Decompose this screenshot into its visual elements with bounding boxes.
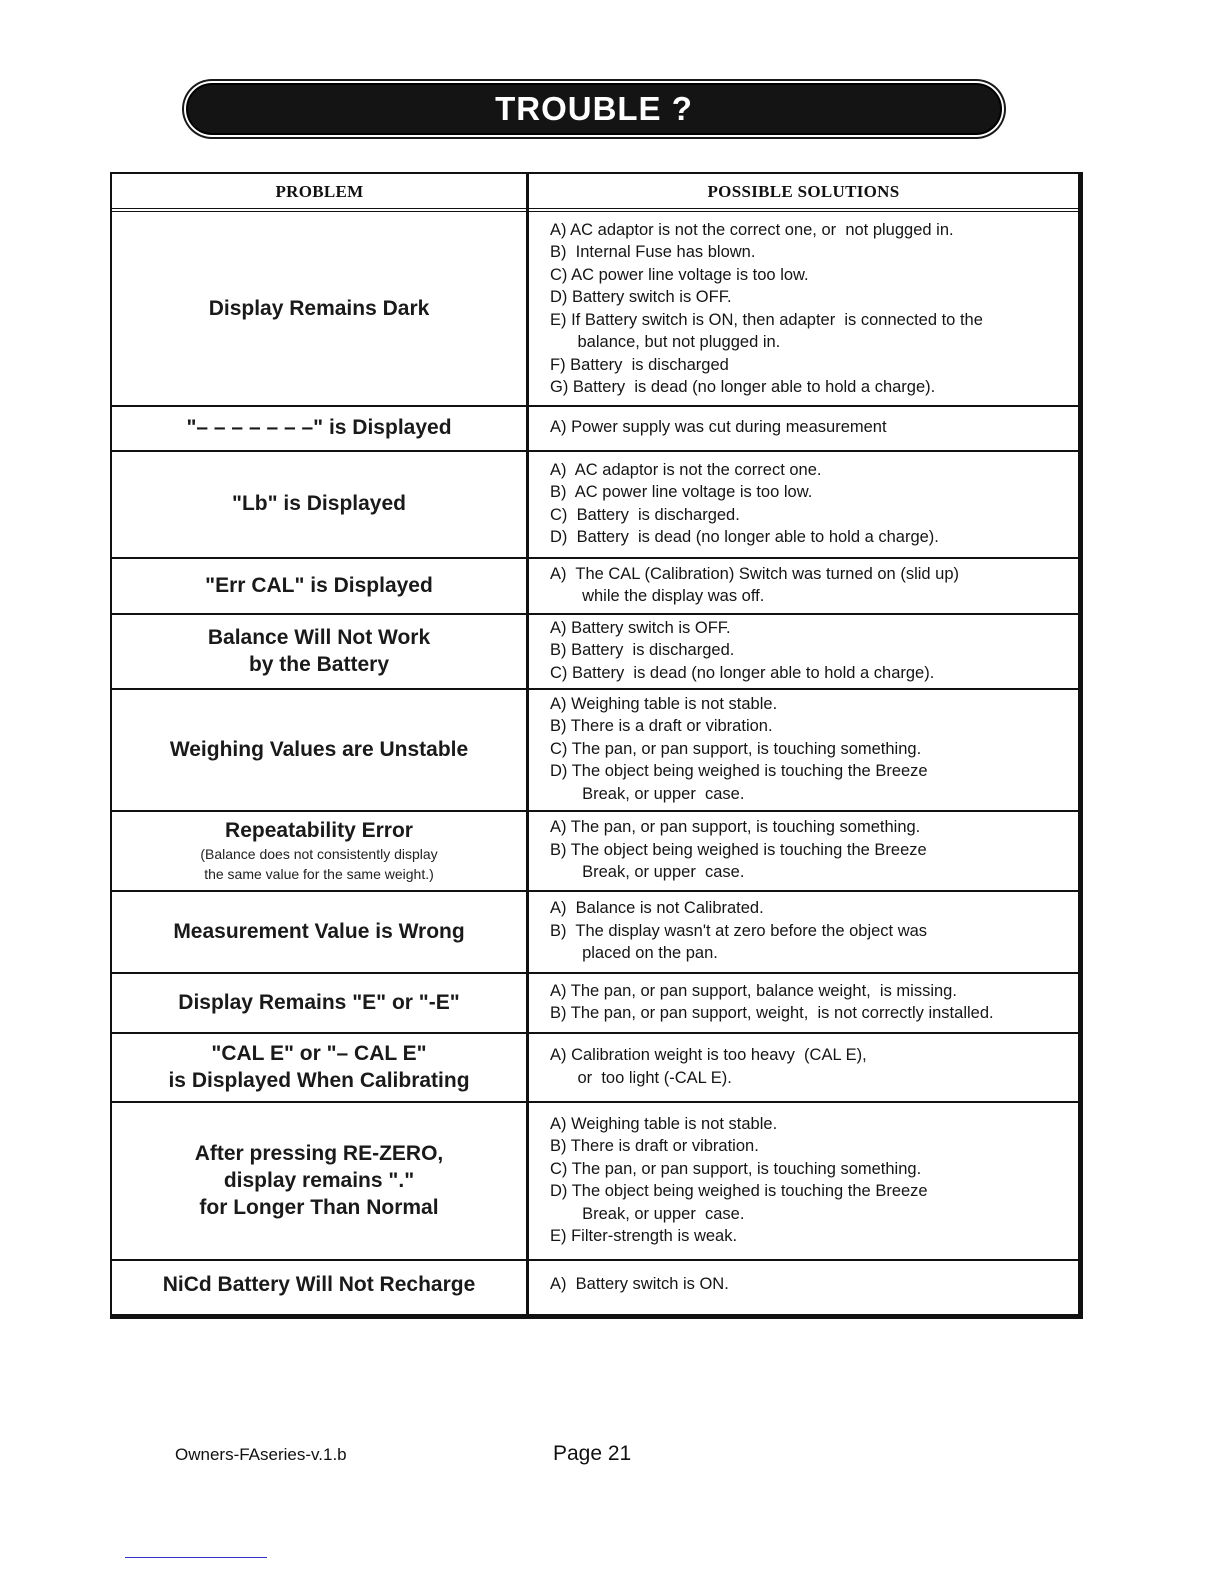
table-row <box>112 450 1078 559</box>
solution-line: C) AC power line voltage is too low. <box>550 265 809 284</box>
table-row <box>112 1259 1078 1309</box>
problem-cell <box>112 890 526 972</box>
solutions-cell <box>550 405 1072 450</box>
solution-line: A) AC adaptor is not the correct one, or not plugged in. <box>550 220 954 239</box>
problem-cell <box>112 1101 526 1259</box>
problem-text: "– – – – – – –" is Displayed <box>186 416 452 439</box>
solution-line: E) If Battery switch is ON, then adapter is connected to the <box>550 310 983 329</box>
table-row <box>112 890 1078 974</box>
table-row <box>112 810 1078 892</box>
solution-line: D) Battery is dead (no longer able to hold a charge). <box>550 528 939 546</box>
problem-cell <box>112 972 526 1032</box>
solution-line: A) Balance is not Calibrated. <box>550 899 764 918</box>
problem-cell <box>112 688 526 810</box>
bottom-rule <box>125 1557 267 1558</box>
solution-line: B) Internal Fuse has blown. <box>550 243 756 261</box>
problem-text: Weighing Values are Unstable <box>169 737 469 761</box>
trouble-banner <box>186 83 1002 135</box>
solution-line: Break, or upper case. <box>550 863 745 882</box>
problem-text: Repeatability Error <box>225 818 413 842</box>
problem-text: "CAL E" or "– CAL E" is Displayed When Calibrating <box>168 1041 470 1092</box>
solution-line: B) There is a draft or vibration. <box>550 717 773 736</box>
solution-line: A) AC adaptor is not the correct one. <box>550 460 822 479</box>
problem-cell <box>112 212 526 405</box>
solutions-cell <box>550 1259 1072 1309</box>
solution-line: Break, or upper case. <box>550 1204 745 1223</box>
problem-cell <box>112 450 526 557</box>
problem-text: NiCd Battery Will Not Recharge <box>162 1272 476 1296</box>
solutions-cell <box>550 810 1072 890</box>
solutions-cell <box>550 688 1072 810</box>
solution-line: B) The object being weighed is touching the Breeze <box>550 840 927 859</box>
solution-line: placed on the pan. <box>550 944 718 963</box>
table-row <box>112 972 1078 1034</box>
problem-text: Display Remains "E" or "-E" <box>178 990 460 1014</box>
solution-line: B) The display wasn't at zero before the object was <box>550 921 928 940</box>
solution-line: while the display was off. <box>550 587 765 605</box>
solution-line: A) The pan, or pan support, balance weight, is missing. <box>550 981 957 1000</box>
banner-title: TROUBLE ? <box>495 90 693 127</box>
solution-line: A) Battery switch is OFF. <box>550 618 731 637</box>
table-row <box>112 613 1078 690</box>
troubleshooting-table <box>110 172 1083 1319</box>
solution-line: E) Filter-strength is weak. <box>550 1227 738 1245</box>
solutions-cell <box>550 557 1072 613</box>
problem-note: (Balance does not consistently display the same value for the same weight.) <box>200 845 438 882</box>
solution-line: A) Calibration weight is too heavy (CAL E), <box>550 1046 867 1064</box>
solution-line: A) Weighing table is not stable. <box>550 694 778 713</box>
problem-cell <box>112 557 526 613</box>
solution-line: C) Battery is dead (no longer able to hold a charge). <box>550 663 935 682</box>
solution-line: C) The pan, or pan support, is touching something. <box>550 1159 922 1178</box>
solution-line: B) The pan, or pan support, weight, is not correctly installed. <box>550 1004 994 1022</box>
solution-line: D) Battery switch is OFF. <box>550 288 732 306</box>
header-problem: PROBLEM <box>112 174 527 212</box>
solution-line: G) Battery is dead (no longer able to hold a charge). <box>550 378 936 396</box>
problem-text: "Lb" is Displayed <box>232 492 406 515</box>
table-row <box>112 688 1078 812</box>
solution-line: C) The pan, or pan support, is touching something. <box>550 739 922 758</box>
table-row <box>112 557 1078 615</box>
solution-line: or too light (-CAL E). <box>550 1068 732 1087</box>
problem-cell <box>112 1032 526 1101</box>
problem-text: After pressing RE-ZERO, display remains "." for Longer Than Normal <box>194 1141 444 1219</box>
problem-text: Display Remains Dark <box>208 297 430 320</box>
table-row <box>112 1032 1078 1103</box>
solutions-cell <box>550 972 1072 1032</box>
solution-line: Break, or upper case. <box>550 784 745 803</box>
solution-line: balance, but not plugged in. <box>550 333 781 351</box>
problem-cell <box>112 405 526 450</box>
header-solutions: POSSIBLE SOLUTIONS <box>529 174 1078 212</box>
solution-line: A) Battery switch is ON. <box>550 1274 729 1293</box>
table-row <box>112 212 1078 407</box>
table-row <box>112 1101 1078 1261</box>
solution-line: A) The pan, or pan support, is touching something. <box>550 818 921 837</box>
solutions-cell <box>550 1101 1072 1259</box>
problem-text: Measurement Value is Wrong <box>173 919 465 943</box>
document-id: Owners-FAseries-v.1.b <box>175 1445 347 1464</box>
solution-line: A) Power supply was cut during measurement <box>550 418 887 437</box>
problem-cell <box>112 613 526 688</box>
solution-line: D) The object being weighed is touching the Breeze <box>550 762 928 781</box>
solution-line: A) The CAL (Calibration) Switch was turned on (slid up) <box>550 564 960 583</box>
solution-line: F) Battery is discharged <box>550 355 729 374</box>
problem-cell <box>112 1259 526 1309</box>
problem-cell <box>112 810 526 890</box>
solution-line: B) Battery is discharged. <box>550 641 735 660</box>
solutions-cell <box>550 212 1072 405</box>
solution-line: B) There is draft or vibration. <box>550 1137 759 1155</box>
solutions-cell <box>550 890 1072 972</box>
page-number: Page 21 <box>553 1442 632 1465</box>
problem-text: "Err CAL" is Displayed <box>205 573 433 597</box>
solutions-cell <box>550 1032 1072 1101</box>
solution-line: B) AC power line voltage is too low. <box>550 483 813 501</box>
solutions-cell <box>550 450 1072 557</box>
solution-line: C) Battery is discharged. <box>550 505 740 524</box>
solutions-cell <box>550 613 1072 688</box>
problem-text: Balance Will Not Work by the Battery <box>207 625 431 676</box>
solution-line: A) Weighing table is not stable. <box>550 1114 778 1133</box>
solution-line: D) The object being weighed is touching the Breeze <box>550 1182 928 1200</box>
table-row <box>112 405 1078 452</box>
